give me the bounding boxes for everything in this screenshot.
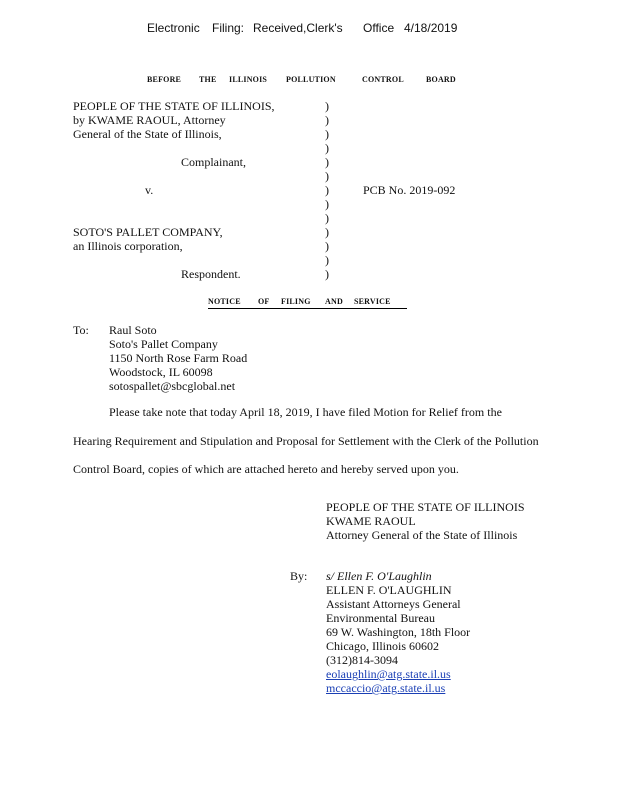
caption-line: SOTO'S PALLET COMPANY,: [73, 225, 223, 239]
stamp-date: 4/18/2019: [404, 21, 458, 35]
caption-line: PEOPLE OF THE STATE OF ILLINOIS,: [73, 99, 275, 113]
paren: ): [325, 169, 329, 183]
recipient-line: Raul Soto: [109, 323, 157, 337]
to-label: To:: [73, 323, 89, 337]
paren: ): [325, 183, 329, 197]
stamp-word: Office: [363, 21, 395, 35]
recipient-line: Soto's Pallet Company: [109, 337, 218, 351]
signer-address: 69 W. Washington, 18th Floor: [326, 625, 471, 639]
caption-line: by KWAME RAOUL, Attorney: [73, 113, 226, 127]
recipient-line: Woodstock, IL 60098: [109, 365, 213, 379]
email-link[interactable]: mccaccio@atg.state.il.us: [326, 681, 446, 695]
paren: ): [325, 239, 329, 253]
paren: ): [325, 211, 329, 225]
paren: ): [325, 253, 329, 267]
paren: ): [325, 225, 329, 239]
stamp-word: Filing:: [212, 21, 245, 35]
stamp-word: Received,Clerk's: [253, 21, 343, 35]
case-number: PCB No. 2019-092: [363, 183, 456, 197]
signer-name: ELLEN F. O'LAUGHLIN: [326, 583, 452, 597]
body-line: Hearing Requirement and Stipulation and Proposal for Settlement with the Clerk of the Pollution: [73, 434, 539, 448]
caption-respondent: Respondent.: [181, 267, 241, 281]
heading-underline: [208, 308, 407, 309]
recipient-email: sotospallet@sbcglobal.net: [109, 379, 236, 393]
title-word: THE: [199, 75, 217, 84]
electronic-signature: s/ Ellen F. O'Laughlin: [326, 569, 432, 583]
signer-bureau: Environmental Bureau: [326, 611, 435, 625]
title-word: BOARD: [426, 75, 456, 84]
caption-line: an Illinois corporation,: [73, 239, 183, 253]
title-word: BEFORE: [147, 75, 182, 84]
body-line: Control Board, copies of which are attached hereto and hereby served upon you.: [73, 462, 459, 476]
paren: ): [325, 141, 329, 155]
party-line: PEOPLE OF THE STATE OF ILLINOIS: [326, 500, 525, 514]
email-link[interactable]: eolaughlin@atg.state.il.us: [326, 667, 451, 681]
heading-word: AND: [325, 297, 343, 306]
signer-address: Chicago, Illinois 60602: [326, 639, 439, 653]
paren: ): [325, 267, 329, 281]
paren: ): [325, 197, 329, 211]
title-word: POLLUTION: [286, 75, 336, 84]
heading-word: NOTICE: [208, 297, 241, 306]
signer-title: Assistant Attorneys General: [326, 597, 461, 611]
paren: ): [325, 127, 329, 141]
party-line: Attorney General of the State of Illinois: [326, 528, 518, 542]
heading-word: SERVICE: [354, 297, 391, 306]
paren: ): [325, 99, 329, 113]
caption-complainant: Complainant,: [181, 155, 246, 169]
caption-line: General of the State of Illinois,: [73, 127, 222, 141]
heading-word: OF: [258, 297, 270, 306]
body-line: Please take note that today April 18, 2019, I have filed Motion for Relief from the: [109, 405, 502, 419]
paren: ): [325, 113, 329, 127]
paren: ): [325, 155, 329, 169]
caption-versus: v.: [145, 183, 154, 197]
title-word: ILLINOIS: [229, 75, 268, 84]
by-label: By:: [290, 569, 308, 583]
signer-phone: (312)814-3094: [326, 653, 398, 667]
title-word: CONTROL: [362, 75, 404, 84]
stamp-word: Electronic: [147, 21, 200, 35]
party-line: KWAME RAOUL: [326, 514, 416, 528]
recipient-line: 1150 North Rose Farm Road: [109, 351, 248, 365]
heading-word: FILING: [281, 297, 311, 306]
